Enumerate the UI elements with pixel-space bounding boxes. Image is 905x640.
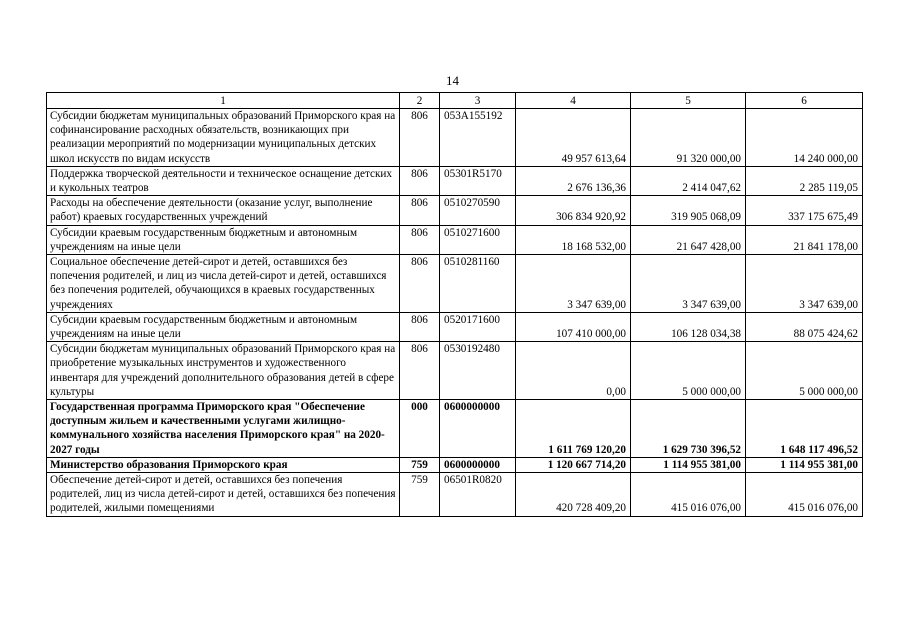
target-article-code: 0510271600 — [440, 225, 516, 254]
table-row — [47, 457, 863, 472]
amount-col5: 21 647 428,00 — [631, 225, 746, 254]
column-header: 1 — [47, 93, 400, 109]
grbs-code: 806 — [400, 342, 440, 400]
expense-name: Министерство образования Приморского края — [47, 457, 400, 472]
column-header: 6 — [746, 93, 863, 109]
target-article-code: 06501R0820 — [440, 473, 516, 517]
target-article-code: 0510270590 — [440, 196, 516, 225]
table-row — [47, 473, 863, 517]
grbs-code: 806 — [400, 166, 440, 195]
amount-col6: 2 285 119,05 — [746, 166, 863, 195]
page-number: 14 — [446, 73, 459, 88]
grbs-code: 759 — [400, 473, 440, 517]
grbs-code: 000 — [400, 400, 440, 458]
amount-col5: 91 320 000,00 — [631, 109, 746, 167]
column-header: 5 — [631, 93, 746, 109]
amount-col6: 21 841 178,00 — [746, 225, 863, 254]
target-article-code: 0510281160 — [440, 255, 516, 313]
grbs-code: 806 — [400, 196, 440, 225]
amount-col4: 49 957 613,64 — [516, 109, 631, 167]
expense-name: Расходы на обеспечение деятельности (оказание услуг, выполнение работ) краевых государственных учреждений — [47, 196, 400, 225]
table-row — [47, 255, 863, 313]
amount-col6: 337 175 675,49 — [746, 196, 863, 225]
amount-col4: 18 168 532,00 — [516, 225, 631, 254]
column-header: 2 — [400, 93, 440, 109]
amount-col4: 3 347 639,00 — [516, 255, 631, 313]
budget-table — [46, 92, 863, 517]
amount-col4: 0,00 — [516, 342, 631, 400]
amount-col4: 306 834 920,92 — [516, 196, 631, 225]
amount-col5: 1 629 730 396,52 — [631, 400, 746, 458]
expense-name: Поддержка творческой деятельности и техническое оснащение детских и кукольных театров — [47, 166, 400, 195]
amount-col6: 415 016 076,00 — [746, 473, 863, 517]
expense-name: Субсидии бюджетам муниципальных образований Приморского края на софинансирование расходных обязательств, возникающих при реализации мероприятий по модернизации муниципальных детских школ искусств по видам искусств — [47, 109, 400, 167]
expense-name: Субсидии бюджетам муниципальных образований Приморского края на приобретение музыкальных инструментов и художественного инвентаря для учреждений дополнительного образования детей в сфере культуры — [47, 342, 400, 400]
amount-col5: 106 128 034,38 — [631, 312, 746, 341]
grbs-code: 806 — [400, 225, 440, 254]
amount-col6: 1 648 117 496,52 — [746, 400, 863, 458]
amount-col5: 415 016 076,00 — [631, 473, 746, 517]
amount-col6: 1 114 955 381,00 — [746, 457, 863, 472]
grbs-code: 759 — [400, 457, 440, 472]
table-row — [47, 312, 863, 341]
amount-col4: 2 676 136,36 — [516, 166, 631, 195]
amount-col4: 1 611 769 120,20 — [516, 400, 631, 458]
table-row — [47, 196, 863, 225]
amount-col5: 2 414 047,62 — [631, 166, 746, 195]
amount-col5: 5 000 000,00 — [631, 342, 746, 400]
grbs-code: 806 — [400, 109, 440, 167]
table-row — [47, 342, 863, 400]
amount-col6: 5 000 000,00 — [746, 342, 863, 400]
amount-col6: 88 075 424,62 — [746, 312, 863, 341]
grbs-code: 806 — [400, 312, 440, 341]
target-article-code: 0530192480 — [440, 342, 516, 400]
expense-name: Субсидии краевым государственным бюджетным и автономным учреждениям на иные цели — [47, 312, 400, 341]
amount-col5: 319 905 068,09 — [631, 196, 746, 225]
expense-name: Социальное обеспечение детей-сирот и детей, оставшихся без попечения родителей, и лиц из числа детей-сирот и детей, оставшихся без попечения родителей, обучающихся в краевых государственных учреждениях — [47, 255, 400, 313]
amount-col4: 1 120 667 714,20 — [516, 457, 631, 472]
table-row — [47, 109, 863, 167]
amount-col5: 1 114 955 381,00 — [631, 457, 746, 472]
table-row — [47, 400, 863, 458]
amount-col4: 420 728 409,20 — [516, 473, 631, 517]
target-article-code: 05301R5170 — [440, 166, 516, 195]
table-row — [47, 225, 863, 254]
amount-col6: 3 347 639,00 — [746, 255, 863, 313]
target-article-code: 0600000000 — [440, 457, 516, 472]
table-row — [47, 166, 863, 195]
target-article-code: 0600000000 — [440, 400, 516, 458]
column-header: 4 — [516, 93, 631, 109]
grbs-code: 806 — [400, 255, 440, 313]
column-header: 3 — [440, 93, 516, 109]
target-article-code: 0520171600 — [440, 312, 516, 341]
expense-name: Обеспечение детей-сирот и детей, оставшихся без попечения родителей, лиц из числа детей-сирот и детей, оставшихся без попечения родителей, жилыми помещениями — [47, 473, 400, 517]
target-article-code: 053A155192 — [440, 109, 516, 167]
amount-col6: 14 240 000,00 — [746, 109, 863, 167]
amount-col5: 3 347 639,00 — [631, 255, 746, 313]
amount-col4: 107 410 000,00 — [516, 312, 631, 341]
expense-name: Государственная программа Приморского края "Обеспечение доступным жильем и качественными услугами жилищно-коммунального хозяйства населения Приморского края" на 2020-2027 годы — [47, 400, 400, 458]
table-header-row — [47, 93, 863, 109]
expense-name: Субсидии краевым государственным бюджетным и автономным учреждениям на иные цели — [47, 225, 400, 254]
